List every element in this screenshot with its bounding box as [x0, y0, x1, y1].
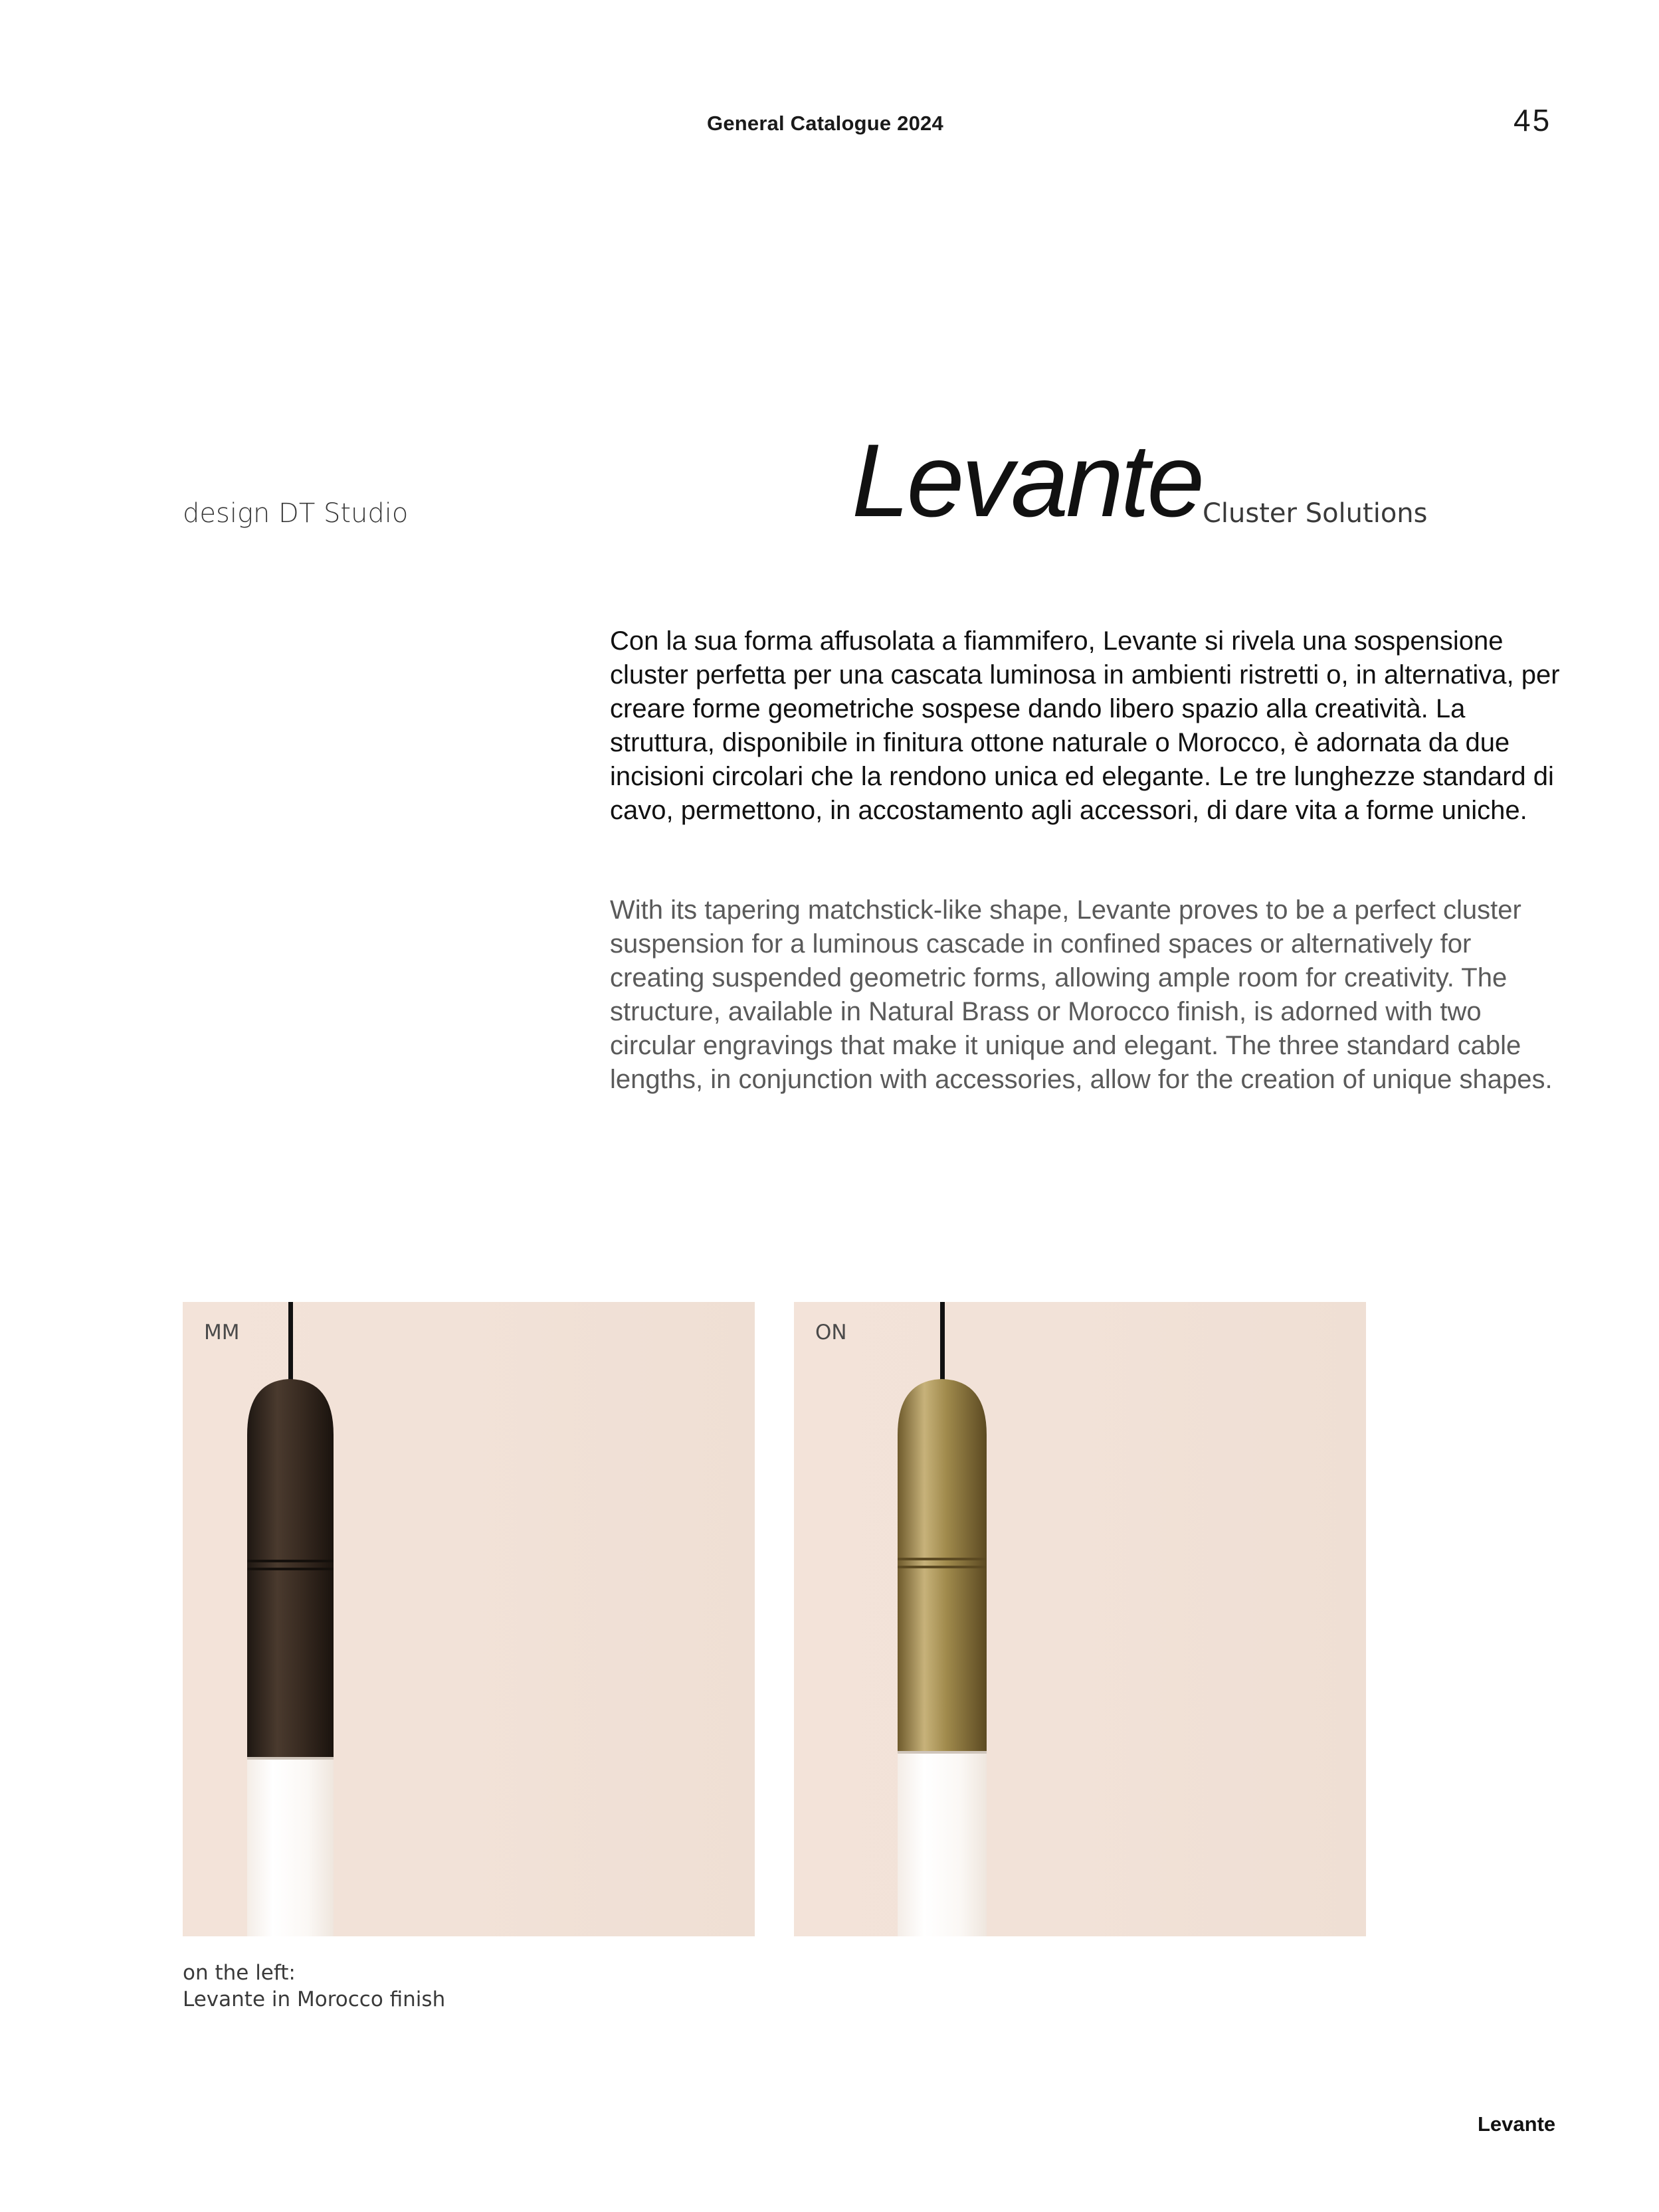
- description-english: With its tapering matchstick-like shape, Levante proves to be a perfect cluster suspension for a luminous cascade in confined spaces or alternatively for creating suspended geometric forms, allowing ample room for creativity. The structure, available in Natural Brass or Morocco finish, is adorned with two circular engravings that make it unique and elegant. The three standard cable lengths, in conjunction with accessories, allow for the creation of unique shapes.: [610, 895, 1553, 1094]
- photo-brass-finish: [794, 1302, 1366, 1936]
- description-italian: Con la sua forma affusolata a fiammifero, Levante si rivela una sospensione cluster perfetta per una cascata luminosa in ambienti ristretti o, in alternativa, per creare forme geometriche sospese dando libero spazio alla creatività. La struttura, disponibile in finitura ottone naturale o Morocco, è adornata da due incisioni circolari che la rendono unica ed elegante. Le tre lunghezze standard di cavo, permettono, in accostamento agli accessori, di dare vita a forme uniche.: [610, 626, 1560, 825]
- pendant-lamp-morocco-image: [183, 1302, 755, 1936]
- caption-line-2: Levante in Morocco finish: [183, 1987, 446, 2011]
- footer-section-name: Levante: [1478, 2112, 1556, 2136]
- finish-label: MM: [204, 1321, 240, 1344]
- product-category: Cluster Solutions: [1203, 498, 1428, 529]
- photo-caption: [183, 1960, 445, 2013]
- catalogue-title: General Catalogue 2024: [707, 112, 943, 135]
- product-title: Levante: [852, 423, 1203, 539]
- caption-line-1: on the left:: [183, 1961, 296, 1985]
- finish-label: ON: [815, 1321, 847, 1344]
- photo-morocco-finish: [183, 1302, 755, 1936]
- page-number: 45: [1513, 103, 1552, 138]
- pendant-lamp-brass-image: [794, 1302, 1366, 1936]
- designer-credit: design DT Studio: [183, 498, 409, 529]
